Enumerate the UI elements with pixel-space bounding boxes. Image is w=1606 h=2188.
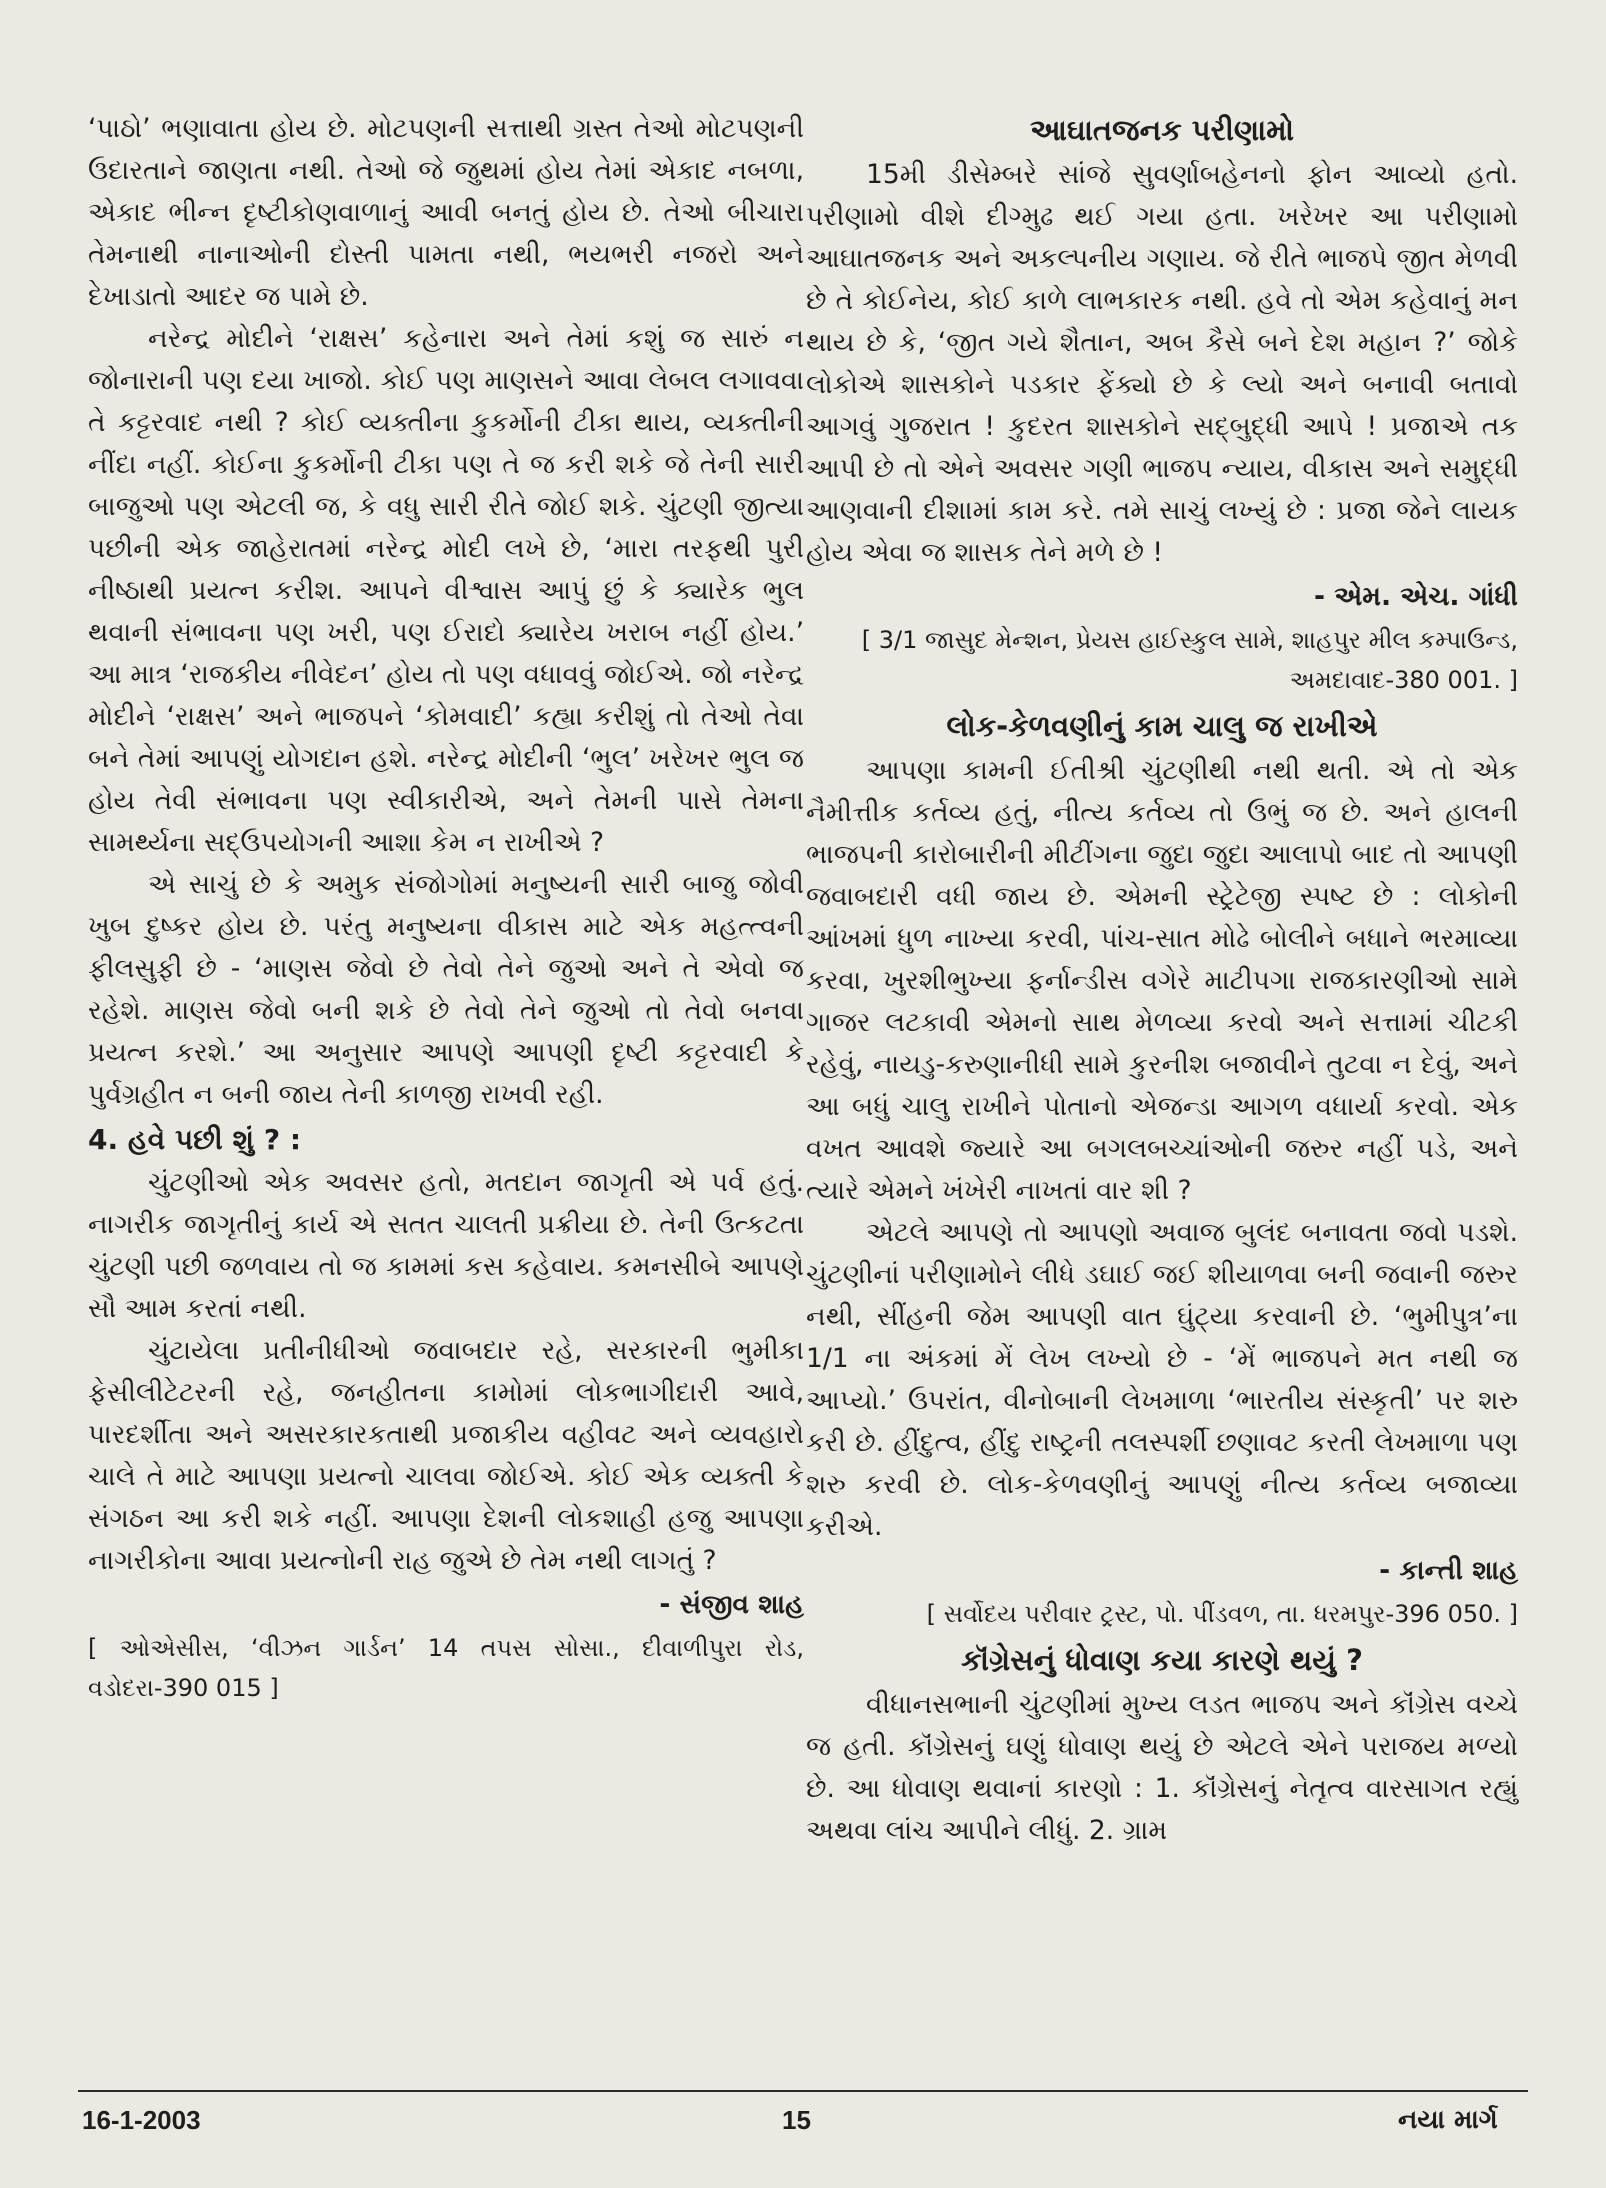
right-column: [806, 108, 1518, 1852]
paragraph: આપણા કામની ઈતીશ્રી ચુંટણીથી નથી થતી. એ તો એક નૈમીત્તીક કર્તવ્ય હતું, નીત્ય કર્તવ્ય તો ઉભું જ છે. અને હાલની ભાજપની કારોબારીની મીટીંગના જુદા જુદા આલાપો બાદ તો આપણી જવાબદારી વધી જાય છે. એમની સ્ટ્રેટેજી સ્પષ્ટ છે : લોકોની આંખમાં ધુળ નાખ્યા કરવી, પાંચ-સાત મોઢે બોલીને બધાને ભરમાવ્યા કરવા, ખુરશીભુખ્યા ફર્નાન્ડીસ વગેરે માટીપગા રાજકારણીઓ સામે ગાજર લટકાવી એમનો સાથ મેળવ્યા કરવો અને સત્તામાં ચીટકી રહેવું, નાયડુ-કરુણાનીધી સામે કુરનીશ બજાવીને તુટવા ન દેવું, અને આ બધું ચાલુ રાખીને પોતાનો એજન્ડા આગળ વધાર્યા કરવો. એક વખત આવશે જ્યારે આ બગલબચ્ચાંઓની જરુર નહીં પડે, અને ત્યારે એમને ખંખેરી નાખતાં વાર શી ?: [806, 755, 1518, 1206]
paragraph: વીધાનસભાની ચુંટણીમાં મુખ્ય લડત ભાજપ અને કૉંગ્રેસ વચ્ચે જ હતી. કૉંગ્રેસનું ઘણું ધોવાણ થયું છે એટલે એને પરાજય મળ્યો છે. આ ધોવાણ થવાનાં કારણો : 1. કૉંગ્રેસનું નેતૃત્વ વારસાગત રહ્યું અથવા લાંચ આપીને લીધું. 2. ગ્રામ: [806, 1689, 1518, 1846]
paragraph: એ સાચું છે કે અમુક સંજોગોમાં મનુષ્યની સારી બાજુ જોવી ખુબ દુષ્કર હોય છે. પરંતુ મનુષ્યના વીકાસ માટે એક મહત્ત્વની ફીલસુફી છે - ‘માણસ જેવો છે તેવો તેને જુઓ અને તે એવો જ રહેશે. માણસ જેવો બની શકે છે તેવો તેને જુઓ તો તેવો બનવા પ્રયત્ન કરશે.’ આ અનુસાર આપણે આપણી દૃષ્ટી કટ્ટરવાદી કે પુર્વગ્રહીત ન બની જાય તેની કાળજી રાખવી રહી.: [88, 869, 804, 1110]
paragraph: ‘પાઠો’ ભણાવાતા હોય છે. મોટપણની સત્તાથી ગ્રસ્ત તેઓ મોટપણની ઉદારતાને જાણતા નથી. તેઓ જે જુથમાં હોય તેમાં એકાદ નબળા, એકાદ ભીન્ન દૃષ્ટીકોણવાળાનું આવી બનતું હોય છે. તેઓ બીચારા તેમનાથી નાનાઓની દોસ્તી પામતા નથી, ભયભરી નજરો અને દેખાડાતો આદર જ પામે છે.: [88, 113, 804, 312]
author-signature: - સંજીવ શાહ: [659, 1589, 804, 1620]
letter-heading: આઘાતજનક પરીણામો: [1030, 113, 1294, 147]
paragraph: નરેન્દ્ર મોદીને ‘રાક્ષસ’ કહેનારા અને તેમાં કશું જ સારું ન જોનારાની પણ દયા ખાજો. કોઈ પણ માણસને આવા લેબલ લગાવવા તે કટ્ટરવાદ નથી ? કોઈ વ્યક્તીના કુકર્મોની ટીકા થાય, વ્યક્તીની નીંદા નહીં. કોઈના કુકર્મોની ટીકા પણ તે જ કરી શકે જે તેની સારી બાજુઓ પણ એટલી જ, કે વધુ સારી રીતે જોઈ શકે. ચુંટણી જીત્યા પછીની એક જાહેરાતમાં નરેન્દ્ર મોદી લખે છે, ‘મારા તરફથી પુરી નીષ્ઠાથી પ્રયત્ન કરીશ. આપને વીશ્વાસ આપું છું કે ક્યારેક ભુલ થવાની સંભાવના પણ ખરી, પણ ઈરાદો ક્યારેય ખરાબ નહીં હોય.’ આ માત્ર ‘રાજકીય નીવેદન’ હોય તો પણ વધાવવું જોઈએ. જો નરેન્દ્ર મોદીને ‘રાક્ષસ’ અને ભાજપને ‘કોમવાદી’ કહ્યા કરીશું તો તેઓ તેવા બને તેમાં આપણું યોગદાન હશે. નરેન્દ્ર મોદીની ‘ભુલ’ ખરેખર ભુલ જ હોય તેવી સંભાવના પણ સ્વીકારીએ, અને તેમની પાસે તેમના સામર્થ્યના સદ્ઉપયોગની આશા કેમ ન રાખીએ ?: [88, 323, 804, 858]
author-signature: - એમ. એચ. ગાંધી: [1314, 581, 1518, 612]
letter-heading: લોક-કેળવણીનું કામ ચાલુ જ રાખીએ: [946, 709, 1378, 743]
footer-date: 16-1-2003: [82, 2105, 201, 2135]
paragraph: ચુંટાયેલા પ્રતીનીધીઓ જવાબદાર રહે, સરકારની ભુમીકા ફેસીલીટેટરની રહે, જનહીતના કામોમાં લોકભાગીદારી આવે, પારદર્શીતા અને અસરકારકતાથી પ્રજાકીય વહીવટ અને વ્યવહારો ચાલે તે માટે આપણા પ્રયત્નો ચાલવા જોઈએ. કોઈ એક વ્યક્તી કે સંગઠન આ કરી શકે નહીં. આપણા દેશની લોકશાહી હજુ આપણા નાગરીકોના આવા પ્રયત્નોની રાહ જુએ છે તેમ નથી લાગતું ?: [88, 1335, 804, 1576]
letter-heading: કૉંગ્રેસનું ધોવાણ કયા કારણે થયું ?: [961, 1643, 1363, 1677]
left-column: [88, 108, 804, 1708]
author-address: [ 3/1 જાસુદ મેન્શન, પ્રેયસ હાઈસ્કુલ સામે, શાહપુર મીલ કમ્પાઉન્ડ, અમદાવાદ-380 001. ]: [861, 626, 1518, 694]
author-address: [ ઓએસીસ, ‘વીઝન ગાર્ડન’ 14 તપસ સોસા., દીવાળીપુરા રોડ, વડોદરા-390 015 ]: [88, 1634, 804, 1702]
footer-divider: [78, 2090, 1528, 2092]
page-number: 15: [782, 2105, 811, 2135]
paragraph: ચુંટણીઓ એક અવસર હતો, મતદાન જાગૃતી એ પર્વ હતું. નાગરીક જાગૃતીનું કાર્ય એ સતત ચાલતી પ્રક્રીયા છે. તેની ઉત્કટતા ચુંટણી પછી જળવાય તો જ કામમાં કસ કહેવાય. કમનસીબે આપણે સૌ આમ કરતાં નથી.: [88, 1167, 804, 1324]
author-address: [ સર્વોદય પરીવાર ટ્રસ્ટ, પો. પીંડવળ, તા. ધરમપુર-396 050. ]: [926, 1600, 1518, 1628]
section-heading: 4. હવે પછી શું ? :: [88, 1123, 302, 1156]
paragraph: એટલે આપણે તો આપણો અવાજ બુલંદ બનાવતા જવો પડશે. ચુંટણીનાં પરીણામોને લીધે ડઘાઈ જઈ શીયાળવા બની જવાની જરુર નથી, સીંહની જેમ આપણી વાત ઘુંટ્યા કરવાની છે. ‘ભુમીપુત્ર’ના 1/1 ના અંકમાં મેં લેખ લખ્યો છે - ‘મેં ભાજપને મત નથી જ આપ્યો.’ ઉપરાંત, વીનોબાની લેખમાળા ‘ભારતીય સંસ્કૃતી’ પર શરુ કરી છે. હીંદુત્વ, હીંદુ રાષ્ટ્રની તલસ્પર્શી છણાવટ કરતી લેખમાળા પણ શરુ કરવી છે. લોક-કેળવણીનું આપણું નીત્ય કર્તવ્ય બજાવ્યા કરીએ.: [806, 1217, 1518, 1542]
paragraph: 15મી ડીસેમ્બરે સાંજે સુવર્ણાબહેનનો ફોન આવ્યો હતો. પરીણામો વીશે દીગ્મુઢ થઈ ગયા હતા. ખરેખર આ પરીણામો આઘાતજનક અને અકલ્પનીય ગણાય. જે રીતે ભાજપે જીત મેળવી છે તે કોઈનેય, કોઈ કાળે લાભકારક નથી. હવે તો એમ કહેવાનું મન થાય છે કે, ‘જીત ગયે શૈતાન, અબ કૈસે બને દેશ મહાન ?’ જોકે લોકોએ શાસકોને પડકાર ફેંક્યો છે કે લ્યો અને બનાવી બતાવો આગવું ગુજરાત ! કુદરત શાસકોને સદ્બુદ્ધી આપે ! પ્રજાએ તક આપી છે તો એને અવસર ગણી ભાજપ ન્યાય, વીકાસ અને સમુદ્ધી આણવાની દીશામાં કામ કરે. તમે સાચું લખ્યું છે : પ્રજા જેને લાયક હોય એવા જ શાસક તેને મળે છે !: [806, 159, 1518, 568]
author-signature: - કાન્તી શાહ: [1379, 1555, 1518, 1586]
publication-name: નયા માર્ગ: [1398, 2105, 1498, 2135]
